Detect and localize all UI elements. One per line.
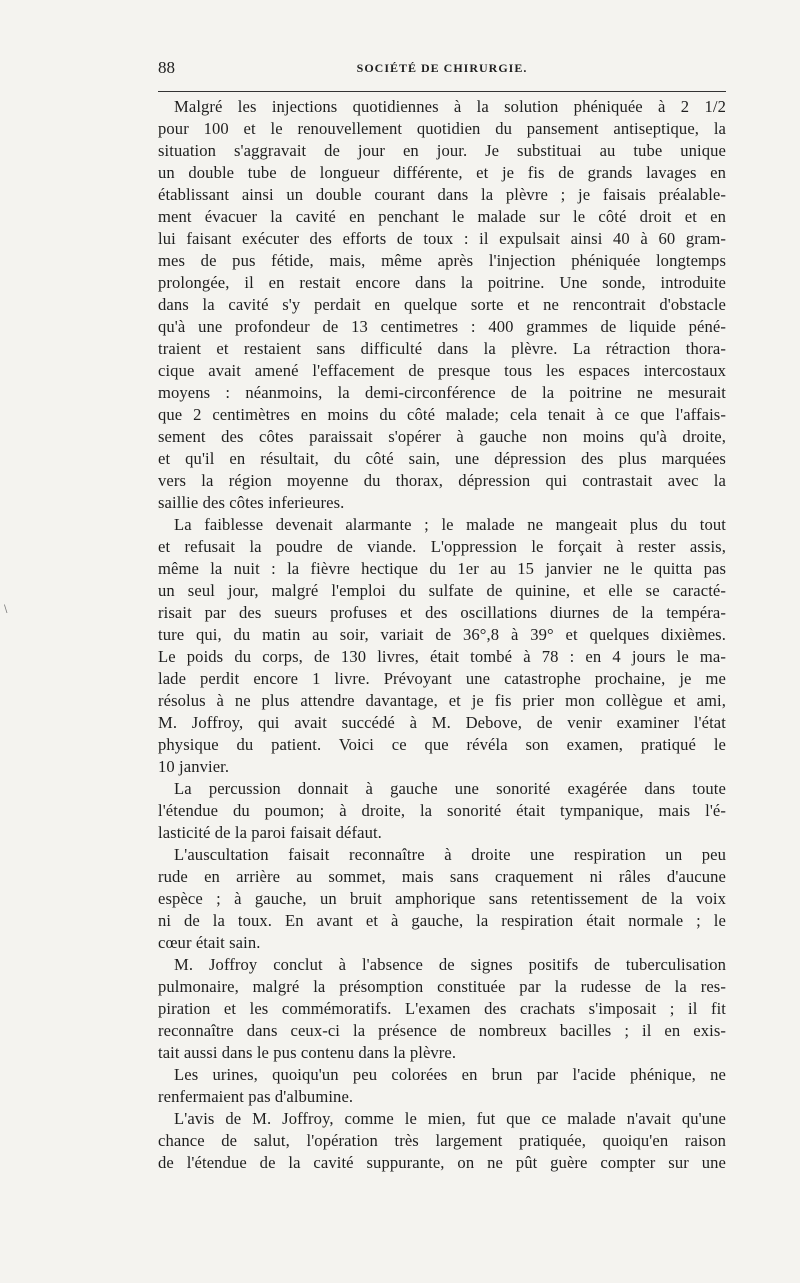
text-line: l'étendue du poumon; à droite, la sonorité était tympanique, mais l'é- bbox=[158, 801, 726, 820]
page-header bbox=[158, 58, 726, 84]
text-line: ture qui, du matin au soir, variait de 36°,8 à 39° et quelques dixièmes. bbox=[158, 625, 726, 644]
text-line: ni de la toux. En avant et à gauche, la respiration était normale ; le bbox=[158, 911, 726, 930]
text-line: reconnaître dans ceux-ci la présence de nombreux bacilles ; il en exis- bbox=[158, 1021, 726, 1040]
text-line: cœur était sain. bbox=[158, 933, 261, 952]
text-line: risait par des sueurs profuses et des oscillations diurnes de la tempéra- bbox=[158, 603, 726, 622]
text-line: M. Joffroy conclut à l'absence de signes positifs de tuberculisation bbox=[174, 955, 726, 974]
text-line: renfermaient pas d'albumine. bbox=[158, 1087, 354, 1106]
text-line: de l'étendue de la cavité suppurante, on ne pût guère compter sur une bbox=[158, 1153, 726, 1172]
text-line: lui faisant exécuter des efforts de toux : il expulsait ainsi 40 à 60 gram- bbox=[158, 229, 726, 248]
text-line: Malgré les injections quotidiennes à la solution phéniquée à 2 1/2 bbox=[174, 97, 726, 116]
text-line: et refusait la poudre de viande. L'oppression le forçait à rester assis, bbox=[158, 537, 726, 556]
text-line: et qu'il en résultait, du côté sain, une dépression des plus marquées bbox=[158, 449, 726, 468]
text-line: prolongée, il en restait encore dans la poitrine. Une sonde, introduite bbox=[158, 273, 726, 292]
text-line: chance de salut, l'opération très largement pratiquée, quoiqu'en raison bbox=[158, 1131, 726, 1150]
text-line: ment évacuer la cavité en penchant le malade sur le côté droit et en bbox=[158, 207, 726, 226]
text-line: tait aussi dans le pus contenu dans la plèvre. bbox=[158, 1043, 457, 1062]
text-line: piration et les commémoratifs. L'examen des crachats s'imposait ; il fit bbox=[158, 999, 726, 1018]
text-line: sement des côtes paraissait s'opérer à gauche non moins qu'à droite, bbox=[158, 427, 726, 446]
text-line: que 2 centimètres en moins du côté malade; cela tenait à ce que l'affais- bbox=[158, 405, 726, 424]
text-line: L'auscultation faisait reconnaître à droite une respiration un peu bbox=[174, 845, 726, 864]
text-line: vers la région moyenne du thorax, dépression qui contrastait avec la bbox=[158, 471, 726, 490]
text-line: établissant ainsi un double courant dans la plèvre ; je faisais préalable- bbox=[158, 185, 726, 204]
text-line: 10 janvier. bbox=[158, 757, 230, 776]
text-line: lade perdit encore 1 livre. Prévoyant une catastrophe prochaine, je me bbox=[158, 669, 726, 688]
text-line: Les urines, quoiqu'un peu colorées en brun par l'acide phénique, ne bbox=[174, 1065, 726, 1084]
text-line: traient et restaient sans difficulté dans la plèvre. La rétraction thora- bbox=[158, 339, 726, 358]
text-line: résolus à ne plus attendre davantage, et je fis prier mon collègue et ami, bbox=[158, 691, 726, 710]
text-line: M. Joffroy, qui avait succédé à M. Debove, de venir examiner l'état bbox=[158, 713, 726, 732]
header-rule bbox=[158, 91, 726, 92]
text-line: même la nuit : la fièvre hectique du 1er au 15 janvier ne le quitta pas bbox=[158, 559, 726, 578]
text-line: pulmonaire, malgré la présomption constituée par la rudesse de la res- bbox=[158, 977, 726, 996]
text-line: moyens : néanmoins, la demi-circonférence de la poitrine ne mesurait bbox=[158, 383, 726, 402]
text-line: espèce ; à gauche, un bruit amphorique sans retentissement de la voix bbox=[158, 889, 726, 908]
text-line: saillie des côtes inferieures. bbox=[158, 493, 345, 512]
body-text bbox=[158, 96, 726, 1174]
text-line: L'avis de M. Joffroy, comme le mien, fut que ce malade n'avait qu'une bbox=[174, 1109, 726, 1128]
text-line: dans la cavité s'y perdait en quelque sorte et ne rencontrait d'obstacle bbox=[158, 295, 726, 314]
text-line: rude en arrière au sommet, mais sans craquement ni râles d'aucune bbox=[158, 867, 726, 886]
text-line: un double tube de longueur différente, et je fis de grands lavages en bbox=[158, 163, 726, 182]
margin-speck: \ bbox=[4, 604, 8, 615]
text-line: lasticité de la paroi faisait défaut. bbox=[158, 823, 382, 842]
text-line: physique du patient. Voici ce que révéla son examen, pratiqué le bbox=[158, 735, 726, 754]
page-number: 88 bbox=[158, 58, 175, 77]
text-line: Le poids du corps, de 130 livres, était tombé à 78 : en 4 jours le ma- bbox=[158, 647, 726, 666]
text-line: La percussion donnait à gauche une sonorité exagérée dans toute bbox=[174, 779, 726, 798]
text-line: qu'à une profondeur de 13 centimetres : 400 grammes de liquide péné- bbox=[158, 317, 726, 336]
text-line: situation s'aggravait de jour en jour. Je substituai au tube unique bbox=[158, 141, 726, 160]
running-head: SOCIÉTÉ DE CHIRURGIE. bbox=[356, 61, 528, 75]
text-line: cique avait amené l'effacement de presque tous les espaces intercostaux bbox=[158, 361, 726, 380]
text-line: mes de pus fétide, mais, même après l'injection phéniquée longtemps bbox=[158, 251, 726, 270]
text-line: un seul jour, malgré l'emploi du sulfate de quinine, et elle se caracté- bbox=[158, 581, 726, 600]
text-line: pour 100 et le renouvellement quotidien du pansement antiseptique, la bbox=[158, 119, 726, 138]
text-line: La faiblesse devenait alarmante ; le malade ne mangeait plus du tout bbox=[174, 515, 726, 534]
